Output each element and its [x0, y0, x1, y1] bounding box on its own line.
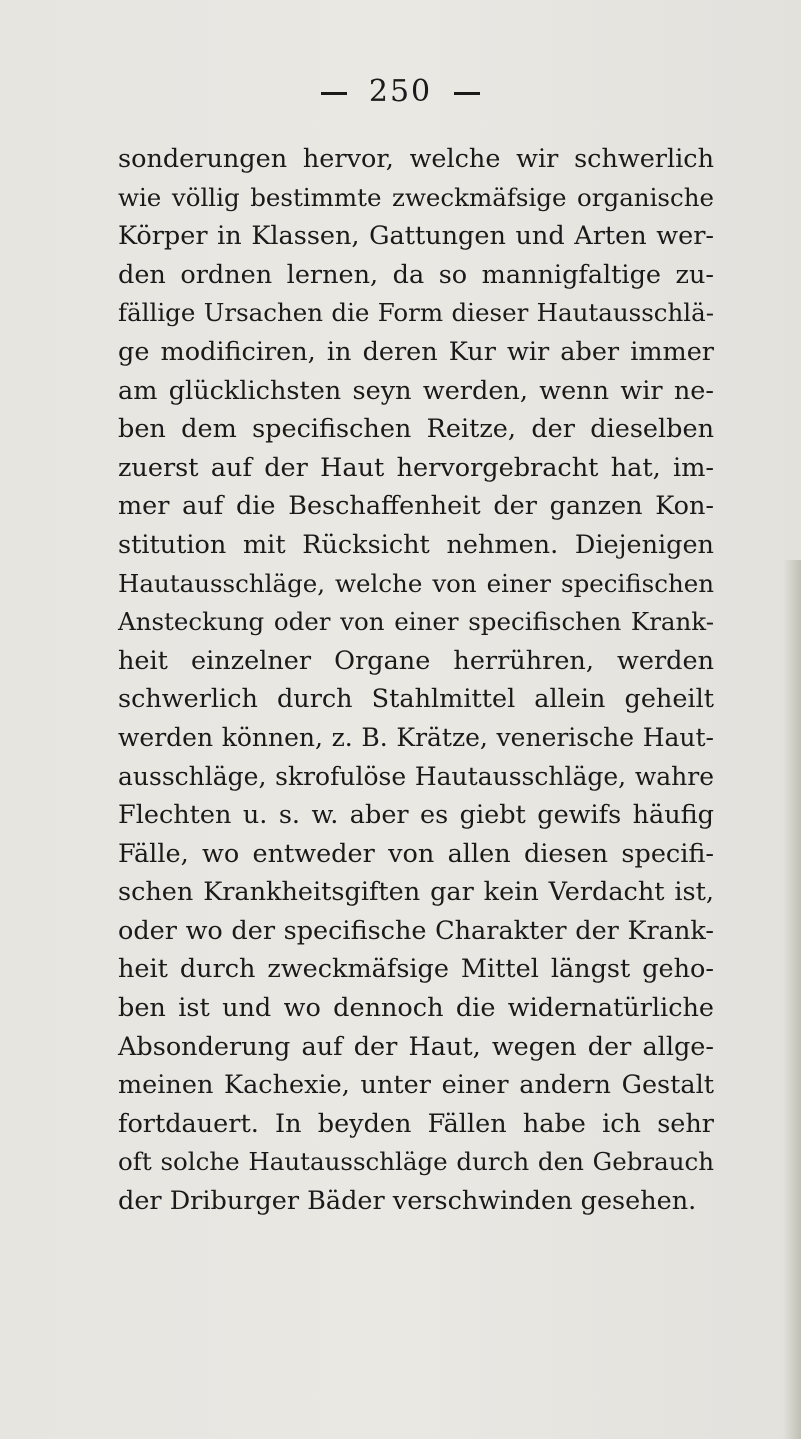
text-line: am glücklichsten seyn werden, wenn wir ne- [118, 375, 714, 406]
text-line: Körper in Klassen, Gattungen und Arten wer- [118, 221, 714, 252]
text-line-last: der Driburger Bäder verschwinden gesehen. [118, 1186, 697, 1217]
text-line: oder wo der specifische Charakter der Krank- [118, 915, 714, 946]
text-line: den ordnen lernen, da so mannigfaltige zu- [118, 259, 714, 290]
page-edge-shadow [783, 560, 801, 1439]
text-line: mer auf die Beschaffenheit der ganzen Kon- [118, 491, 714, 522]
text-line: oft solche Hautausschläge durch den Gebrauch [118, 1147, 714, 1177]
text-line: zuerst auf der Haut hervorgebracht hat, im- [118, 452, 714, 483]
page-number: 250 [368, 74, 433, 109]
text-line: Flechten u. s. w. aber es giebt gewifs häufig [118, 800, 714, 831]
page-header [0, 72, 801, 112]
header-dash-right [454, 92, 480, 95]
text-line: werden können, z. B. Krätze, venerische Haut- [118, 722, 714, 752]
text-line: schen Krankheitsgiften gar kein Verdacht ist, [118, 877, 714, 908]
text-line: Fälle, wo entweder von allen diesen specifi- [118, 838, 714, 869]
text-line: wie völlig bestimmte zweckmäfsige organische [118, 182, 714, 212]
text-line: fällige Ursachen die Form dieser Hautausschlä- [118, 298, 714, 328]
text-line: sonderungen hervor, welche wir schwerlich [118, 144, 714, 174]
text-line: Ansteckung oder von einer specifischen Krank- [118, 607, 714, 637]
text-line: schwerlich durch Stahlmittel allein geheilt [118, 684, 714, 715]
text-line: meinen Kachexie, unter einer andern Gestalt [118, 1070, 714, 1101]
text-line: heit durch zweckmäfsige Mittel längst geho- [118, 954, 714, 985]
text-line: fortdauert. In beyden Fällen habe ich sehr [118, 1108, 714, 1139]
body-text [118, 140, 714, 1221]
text-line: Hautausschläge, welche von einer specifischen [118, 568, 714, 598]
text-line: ben dem specifischen Reitze, der dieselben [118, 414, 714, 445]
text-line: Absonderung auf der Haut, wegen der allge- [118, 1031, 714, 1062]
text-line: heit einzelner Organe herrühren, werden [118, 645, 714, 676]
text-line: ausschläge, skrofulöse Hautausschläge, wahre [118, 761, 714, 791]
text-line: ge modificiren, in deren Kur wir aber immer [118, 336, 714, 367]
text-line: ben ist und wo dennoch die widernatürliche [118, 993, 714, 1024]
header-dash-left [321, 92, 347, 95]
text-line: stitution mit Rücksicht nehmen. Diejenigen [118, 529, 714, 560]
